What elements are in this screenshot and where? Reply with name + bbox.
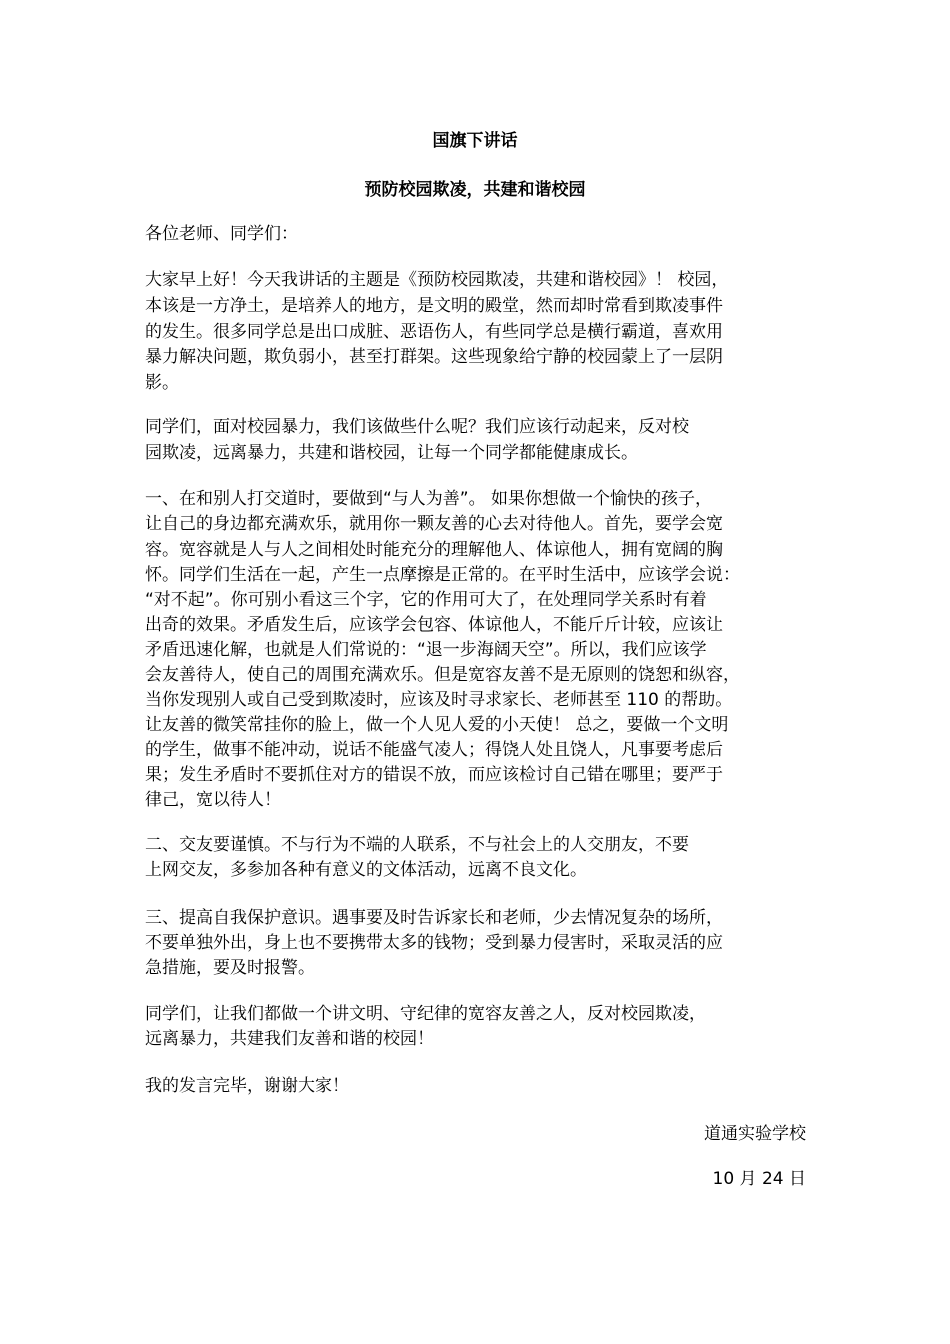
- paragraph-line: 急措施，要及时报警。: [145, 958, 315, 978]
- paragraph-line: 不要单独外出，身上也不要携带太多的钱物；受到暴力侵害时，采取灵活的应: [145, 933, 723, 953]
- paragraph-line: 我的发言完毕，谢谢大家！: [145, 1076, 349, 1096]
- paragraph-line: 律己，宽以待人！: [145, 790, 281, 810]
- paragraph-line: 上网交友，多参加各种有意义的文体活动，远离不良文化。: [145, 860, 587, 880]
- paragraph-line: 矛盾迅速化解，也就是人们常说的：“退一步海阔天空”。所以，我们应该学: [145, 640, 707, 660]
- paragraph-line: 当你发现别人或自己受到欺凌时，应该及时寻求家长、老师甚至 110 的帮助。: [145, 690, 733, 710]
- paragraph-line: 园欺凌，远离暴力，共建和谐校园，让每一个同学都能健康成长。: [145, 443, 638, 463]
- paragraph-line: 怀。同学们生活在一起，产生一点摩擦是正常的。在平时生活中，应该学会说：: [145, 565, 740, 585]
- paragraph-line: 同学们，面对校园暴力，我们该做些什么呢？我们应该行动起来，反对校: [145, 417, 689, 437]
- paragraph-line: 果；发生矛盾时不要抓住对方的错误不放，而应该检讨自己错在哪里；要严于: [145, 765, 723, 785]
- paragraph-line: 暴力解决问题，欺负弱小，甚至打群架。这些现象给宁静的校园蒙上了一层阴: [145, 347, 723, 367]
- signature: 道通实验学校: [704, 1124, 806, 1144]
- greeting: 各位老师、同学们：: [145, 224, 298, 244]
- paragraph-line: 同学们，让我们都做一个讲文明、守纪律的宽容友善之人，反对校园欺凌，: [145, 1004, 706, 1024]
- date: 10 月 24 日: [712, 1169, 806, 1189]
- paragraph-line: 容。宽容就是人与人之间相处时能充分的理解他人、体谅他人，拥有宽阔的胸: [145, 540, 723, 560]
- document-subtitle: 预防校园欺凌，共建和谐校园: [364, 180, 586, 200]
- paragraph-line: 让友善的微笑常挂你的脸上，做一个人见人爱的小天使！ 总之，要做一个文明: [145, 715, 729, 735]
- paragraph-line: 影。: [145, 373, 179, 393]
- paragraph-line: 大家早上好！今天我讲话的主题是《预防校园欺凌，共建和谐校园》！ 校园，: [145, 270, 729, 290]
- paragraph-line: 出奇的效果。矛盾发生后，应该学会包容、体谅他人，不能斤斤计较，应该让: [145, 615, 723, 635]
- paragraph-line: 的发生。很多同学总是出口成脏、恶语伤人，有些同学总是横行霸道，喜欢用: [145, 322, 723, 342]
- paragraph-line: 让自己的身边都充满欢乐，就用你一颗友善的心去对待他人。首先，要学会宽: [145, 514, 723, 534]
- paragraph-line: 远离暴力，共建我们友善和谐的校园！: [145, 1029, 434, 1049]
- paragraph-line: 一、在和别人打交道时，要做到“与人为善”。 如果你想做一个愉快的孩子，: [145, 489, 713, 509]
- paragraph-line: “对不起”。你可别小看这三个字，它的作用可大了，在处理同学关系时有着: [145, 590, 707, 610]
- paragraph-line: 二、交友要谨慎。不与行为不端的人联系，不与社会上的人交朋友，不要: [145, 835, 689, 855]
- paragraph-line: 三、提高自我保护意识。遇事要及时告诉家长和老师，少去情况复杂的场所，: [145, 908, 723, 928]
- paragraph-line: 的学生，做事不能冲动，说话不能盛气凌人；得饶人处且饶人，凡事要考虑后: [145, 740, 723, 760]
- paragraph-line: 本该是一方净土，是培养人的地方，是文明的殿堂，然而却时常看到欺凌事件: [145, 296, 723, 316]
- paragraph-line: 会友善待人，使自己的周围充满欢乐。但是宽容友善不是无原则的饶恕和纵容，: [145, 665, 740, 685]
- document-title: 国旗下讲话: [432, 131, 518, 151]
